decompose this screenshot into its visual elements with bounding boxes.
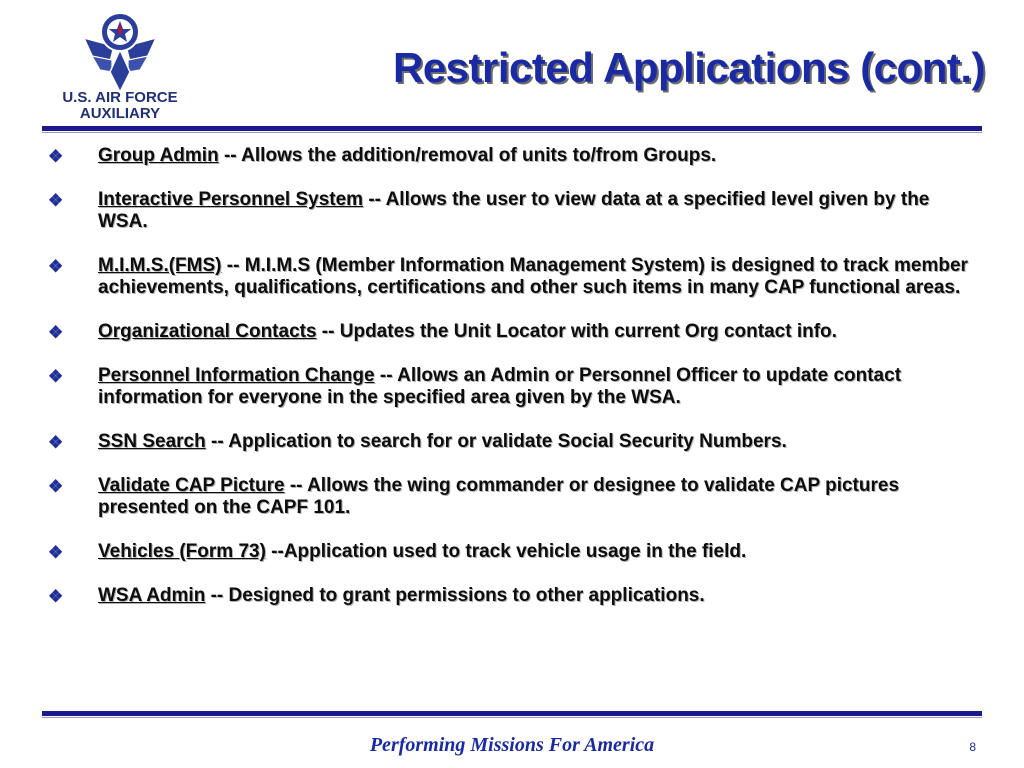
bullet-item xyxy=(48,321,978,343)
diamond-bullet-icon: ❖ xyxy=(48,147,64,166)
bullet-term: Group Admin xyxy=(98,145,219,166)
bullet-text: --Application used to track vehicle usage in the field. xyxy=(265,541,747,562)
top-divider-thin xyxy=(42,132,982,133)
bottom-divider-thin xyxy=(42,717,982,718)
bullet-term: Organizational Contacts xyxy=(98,321,317,342)
bullet-text: -- Designed to grant permissions to other applications. xyxy=(205,585,705,606)
diamond-bullet-icon: ❖ xyxy=(48,367,64,386)
diamond-bullet-icon: ❖ xyxy=(48,433,64,452)
bullet-item xyxy=(48,145,978,167)
diamond-bullet-icon: ❖ xyxy=(48,587,64,606)
bullet-term: Personnel Information Change xyxy=(98,365,375,386)
bullet-term: Vehicles (Form 73) xyxy=(98,541,266,562)
bullet-list xyxy=(48,145,978,607)
air-force-auxiliary-emblem-icon xyxy=(82,8,158,92)
diamond-bullet-icon: ❖ xyxy=(48,323,64,342)
bullet-item xyxy=(48,255,978,299)
bullet-item xyxy=(48,431,978,453)
bullet-term: Validate CAP Picture xyxy=(98,475,285,496)
logo-line1: U.S. AIR FORCE xyxy=(62,89,178,106)
diamond-bullet-icon: ❖ xyxy=(48,257,64,276)
bottom-divider xyxy=(42,711,982,716)
bullet-item xyxy=(48,189,978,233)
logo-line2: AUXILIARY xyxy=(79,105,161,122)
bullet-text: -- Updates the Unit Locator with current Org contact info. xyxy=(316,321,837,342)
page-number: 8 xyxy=(969,740,976,754)
slide-title: Restricted Applications (cont.) xyxy=(392,44,985,91)
footer-tagline: Performing Missions For America xyxy=(369,734,655,756)
bullet-item xyxy=(48,541,978,563)
diamond-bullet-icon: ❖ xyxy=(48,477,64,496)
logo-text xyxy=(40,90,200,122)
bullet-term: M.I.M.S.(FMS) xyxy=(98,255,222,276)
bullet-text: -- Allows an Admin or Personnel Officer to update contact information for everyone in the specified area given by the WSA. xyxy=(98,365,902,408)
diamond-bullet-icon: ❖ xyxy=(48,543,64,562)
bullet-text: -- Allows the user to view data at a specified level given by the WSA. xyxy=(98,189,930,232)
logo xyxy=(40,8,200,126)
bullet-item xyxy=(48,475,978,519)
bullet-term: SSN Search xyxy=(98,431,206,452)
bullet-item xyxy=(48,365,978,409)
bullet-term: Interactive Personnel System xyxy=(98,189,364,210)
bullet-text: -- Application to search for or validate Social Security Numbers. xyxy=(205,431,787,452)
diamond-bullet-icon: ❖ xyxy=(48,191,64,210)
bullet-item xyxy=(48,585,978,607)
top-divider xyxy=(42,126,982,131)
bullet-text: -- Allows the wing commander or designee to validate CAP pictures presented on the CAPF 101. xyxy=(98,475,900,518)
bullet-term: WSA Admin xyxy=(98,585,206,606)
bullet-text: -- M.I.M.S (Member Information Management System) is designed to track member achievements, qualifications, certifications and other such items in many CAP functional areas. xyxy=(98,255,968,298)
bullet-text: -- Allows the addition/removal of units to/from Groups. xyxy=(218,145,717,166)
